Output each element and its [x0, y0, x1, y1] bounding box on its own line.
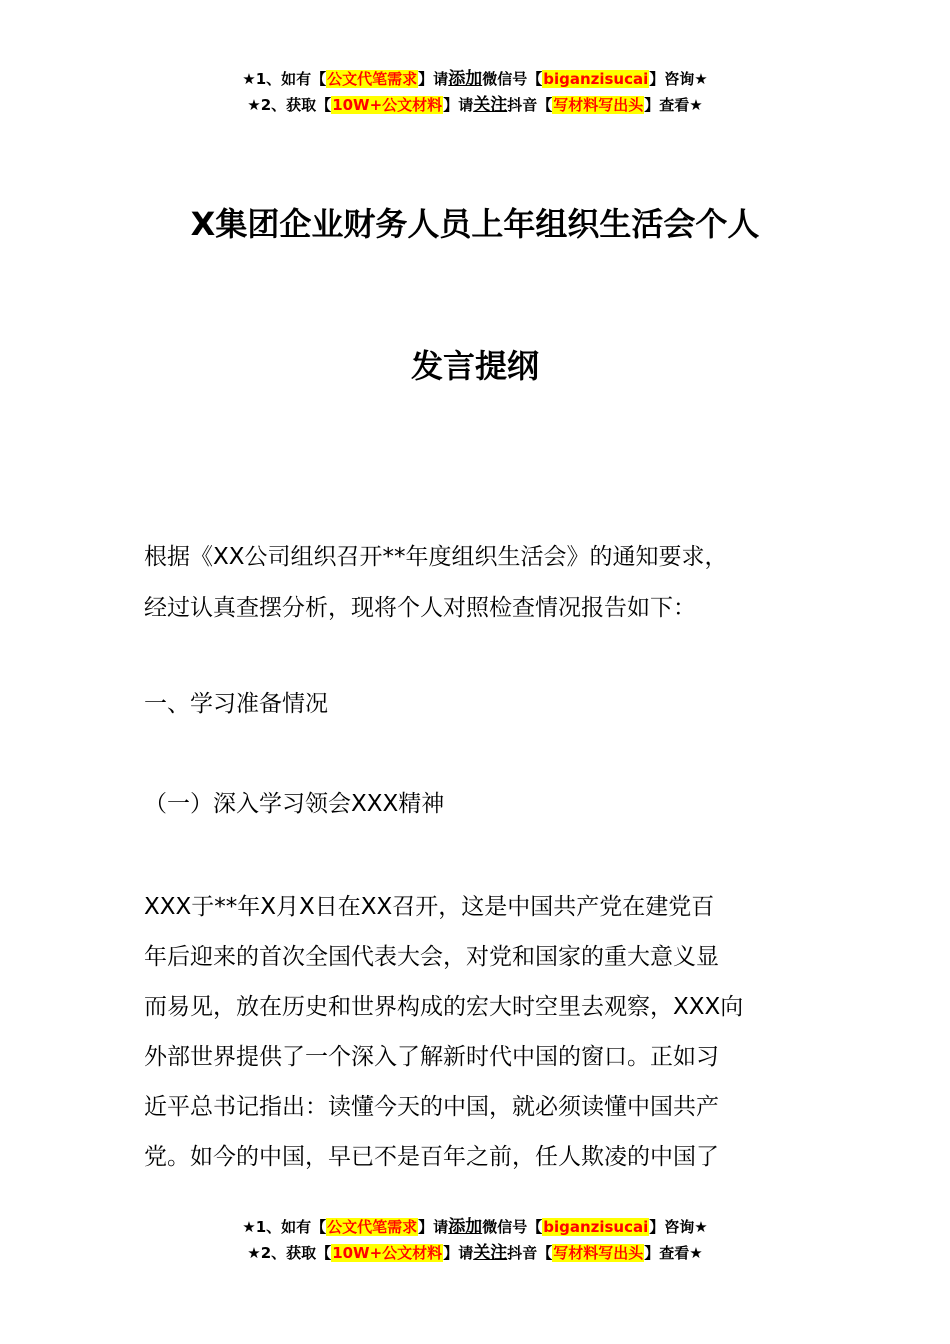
promo-text: 微信号【 — [482, 1218, 543, 1236]
promo-highlight: 10W+公文材料 — [332, 96, 443, 114]
paragraph-line: XXX于**年X月X日在XX召开，这是中国共产党在建党百 — [144, 894, 715, 920]
document-title-line-1: X集团企业财务人员上年组织生活会个人 — [190, 205, 760, 243]
promo-text: 抖音【 — [507, 96, 553, 114]
promo-banner-top — [0, 66, 950, 118]
promo-text: 】咨询★ — [649, 70, 708, 88]
promo-text: ★1、如有【 — [242, 1218, 327, 1236]
promo-text: 】咨询★ — [649, 1218, 708, 1236]
promo-text: ★2、获取【 — [247, 1244, 332, 1262]
document-title-line-2: 发言提纲 — [410, 347, 539, 385]
body-paragraph — [144, 882, 808, 1182]
promo-emphasis: 添加 — [448, 1217, 483, 1237]
intro-line: 经过认真查摆分析，现将个人对照检查情况报告如下： — [144, 595, 696, 621]
promo-line-1 — [0, 66, 950, 92]
paragraph-line: 近平总书记指出：读懂今天的中国，就必须读懂中国共产 — [144, 1094, 719, 1120]
promo-line-2 — [0, 1240, 950, 1266]
promo-text: 】请 — [418, 70, 449, 88]
promo-line-2 — [0, 92, 950, 118]
paragraph-line: 而易见，放在历史和世界构成的宏大时空里去观察，XXX向 — [144, 994, 744, 1020]
promo-text: 】请 — [418, 1218, 449, 1236]
promo-line-1 — [0, 1214, 950, 1240]
promo-highlight: 公文代笔需求 — [327, 1218, 418, 1236]
promo-text: ★1、如有【 — [242, 70, 327, 88]
promo-text: 】请 — [443, 1244, 474, 1262]
promo-text: ★2、获取【 — [247, 96, 332, 114]
promo-emphasis: 关注 — [473, 1243, 508, 1263]
promo-emphasis: 添加 — [448, 69, 483, 89]
promo-emphasis: 关注 — [473, 95, 508, 115]
intro-line: 根据《XX公司组织召开**年度组织生活会》的通知要求， — [144, 544, 728, 570]
section-heading: 一、学习准备情况 — [144, 691, 328, 717]
promo-text: 】查看★ — [644, 1244, 703, 1262]
promo-banner-bottom — [0, 1214, 950, 1266]
promo-text: 抖音【 — [507, 1244, 553, 1262]
promo-highlight-wechat: biganzisucai — [543, 1218, 649, 1236]
paragraph-line: 外部世界提供了一个深入了解新时代中国的窗口。正如习 — [144, 1044, 719, 1070]
promo-highlight-douyin: 写材料写出头 — [553, 1244, 644, 1262]
subsection-heading: （一）深入学习领会XXX精神 — [144, 791, 445, 817]
intro-paragraph — [144, 532, 808, 634]
promo-text: 】请 — [443, 96, 474, 114]
promo-text: 】查看★ — [644, 96, 703, 114]
promo-highlight-wechat: biganzisucai — [543, 70, 649, 88]
paragraph-line: 党。如今的中国，早已不是百年之前，任人欺凌的中国了 — [144, 1144, 719, 1170]
promo-highlight-douyin: 写材料写出头 — [553, 96, 644, 114]
promo-highlight: 公文代笔需求 — [327, 70, 418, 88]
paragraph-line: 年后迎来的首次全国代表大会，对党和国家的重大意义显 — [144, 944, 719, 970]
promo-text: 微信号【 — [482, 70, 543, 88]
promo-highlight: 10W+公文材料 — [332, 1244, 443, 1262]
